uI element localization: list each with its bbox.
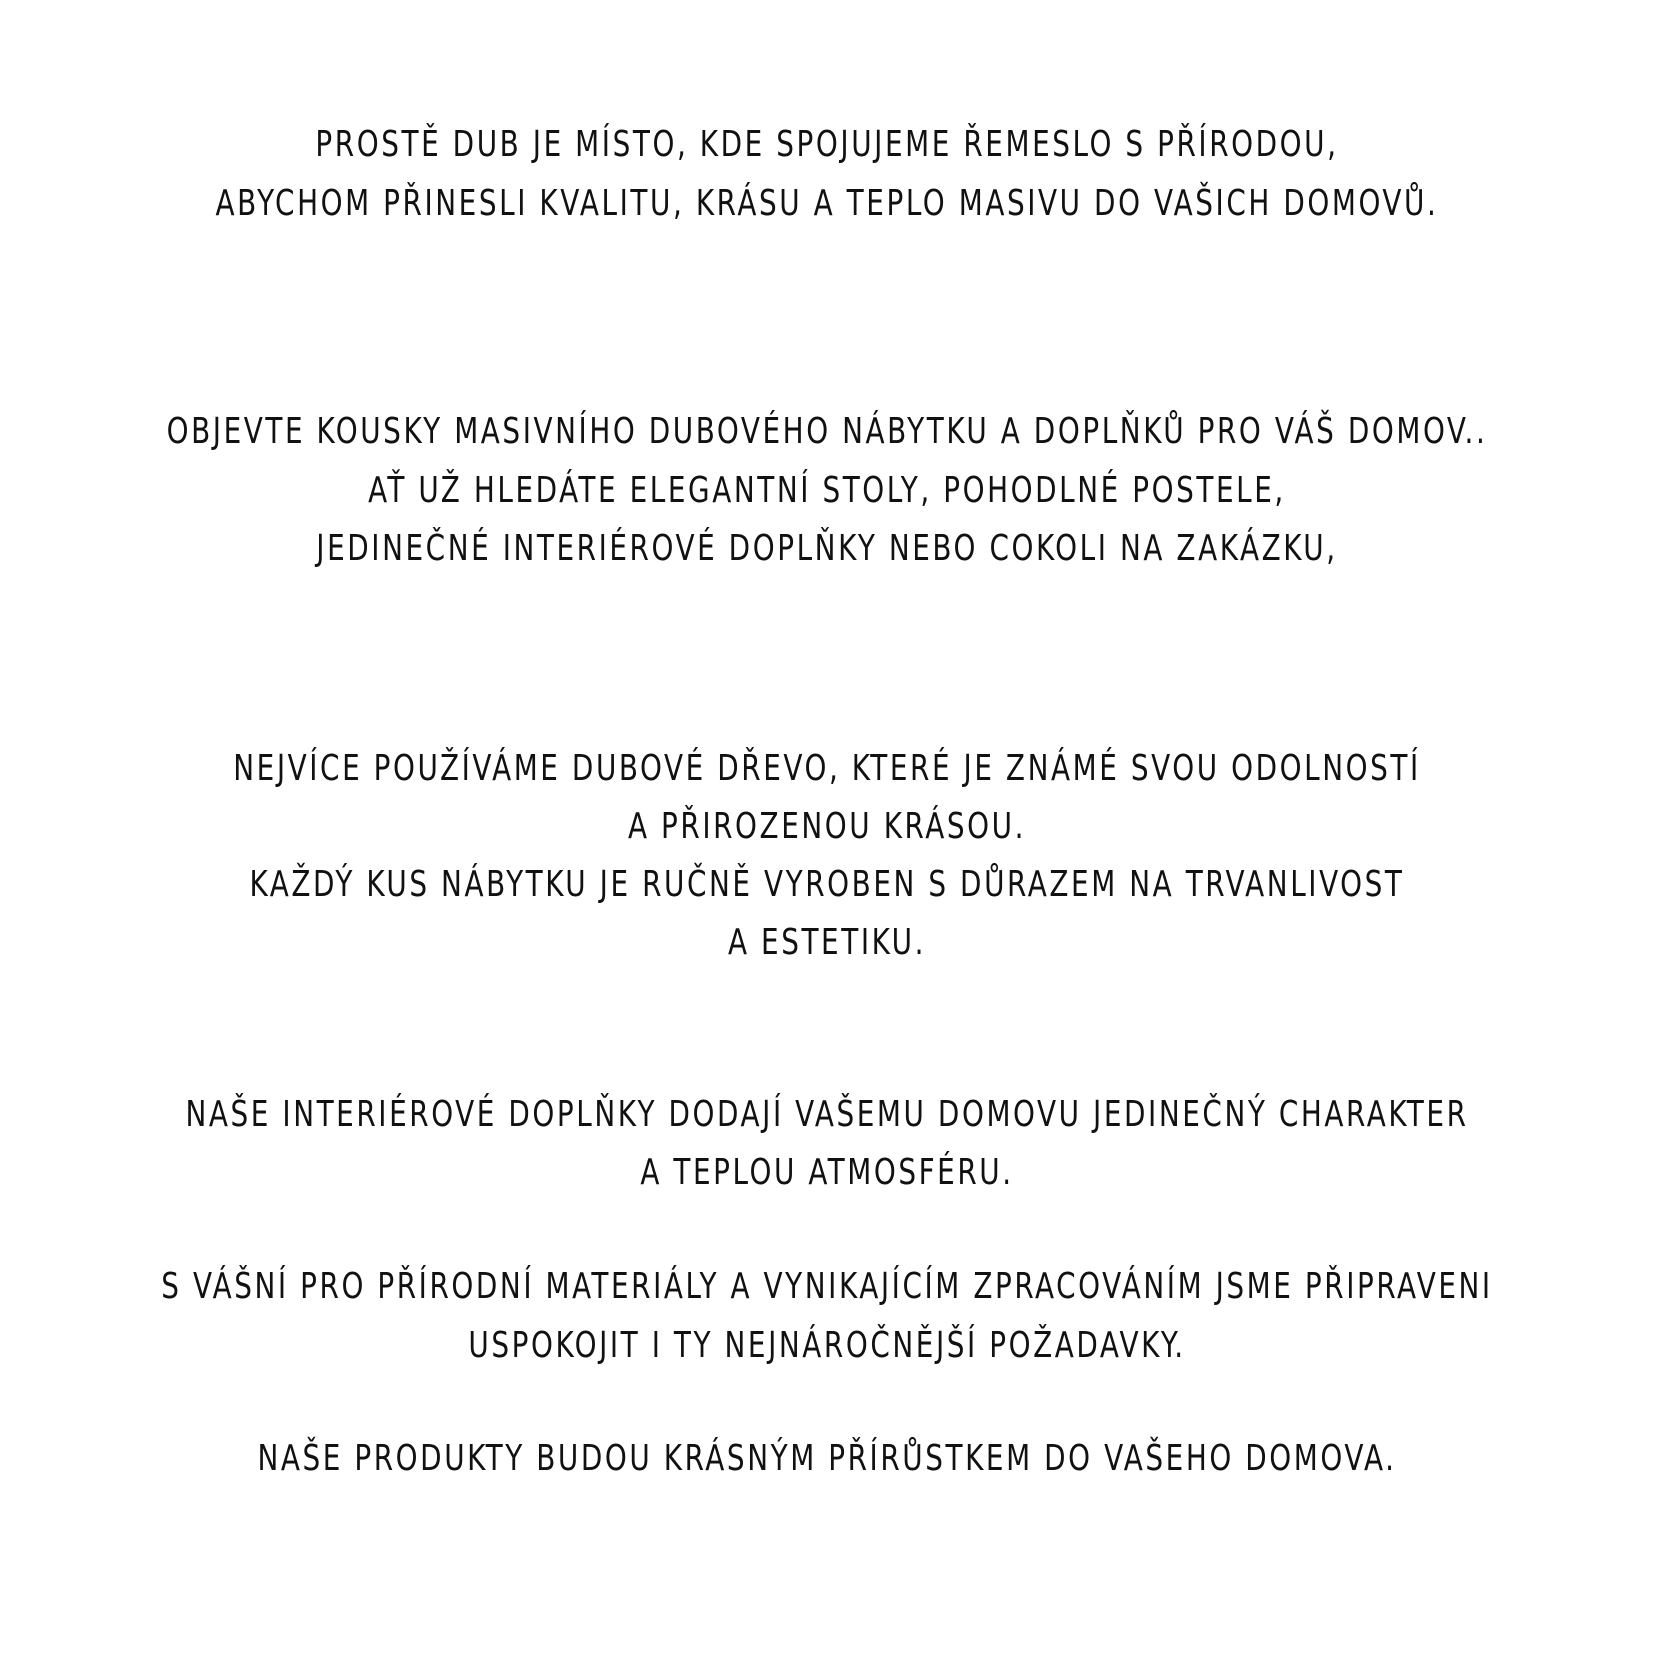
text-line: NAŠE INTERIÉROVÉ DOPLŇKY DODAJÍ VAŠEMU DOMOVU JEDINEČNÝ CHARAKTER bbox=[185, 1094, 1469, 1135]
text-line: A PŘIROZENOU KRÁSOU. bbox=[627, 806, 1027, 847]
text-line: A ESTETIKU. bbox=[727, 922, 927, 963]
text-line: ABYCHOM PŘINESLI KVALITU, KRÁSU A TEPLO MASIVU DO VAŠICH DOMOVŮ. bbox=[215, 183, 1439, 224]
text-line: PROSTĚ DUB JE MÍSTO, KDE SPOJUJEME ŘEMESLO S PŘÍRODOU, bbox=[315, 124, 1339, 165]
text-line: S VÁŠNÍ PRO PŘÍRODNÍ MATERIÁLY A VYNIKAJÍCÍM ZPRACOVÁNÍM JSME PŘIPRAVENI bbox=[161, 1266, 1493, 1307]
text-line: USPOKOJIT I TY NEJNÁROČNĚJŠÍ POŽADAVKY. bbox=[468, 1325, 1186, 1366]
text-line: AŤ UŽ HLEDÁTE ELEGANTNÍ STOLY, POHODLNÉ POSTELE, bbox=[368, 470, 1286, 511]
text-line: A TEPLOU ATMOSFÉRU. bbox=[640, 1152, 1014, 1193]
text-line: NAŠE PRODUKTY BUDOU KRÁSNÝM PŘÍRŮSTKEM DO VAŠEHO DOMOVA. bbox=[257, 1438, 1397, 1479]
text-line: JEDINEČNÉ INTERIÉROVÉ DOPLŇKY NEBO COKOLI NA ZAKÁZKU, bbox=[316, 528, 1338, 569]
text-line: OBJEVTE KOUSKY MASIVNÍHO DUBOVÉHO NÁBYTKU A DOPLŇKŮ PRO VÁŠ DOMOV.. bbox=[166, 411, 1488, 452]
text-line: NEJVÍCE POUŽÍVÁME DUBOVÉ DŘEVO, KTERÉ JE ZNÁMÉ SVOU ODOLNOSTÍ bbox=[233, 748, 1421, 789]
text-line: KAŽDÝ KUS NÁBYTKU JE RUČNĚ VYROBEN S DŮRAZEM NA TRVANLIVOST bbox=[249, 864, 1405, 905]
